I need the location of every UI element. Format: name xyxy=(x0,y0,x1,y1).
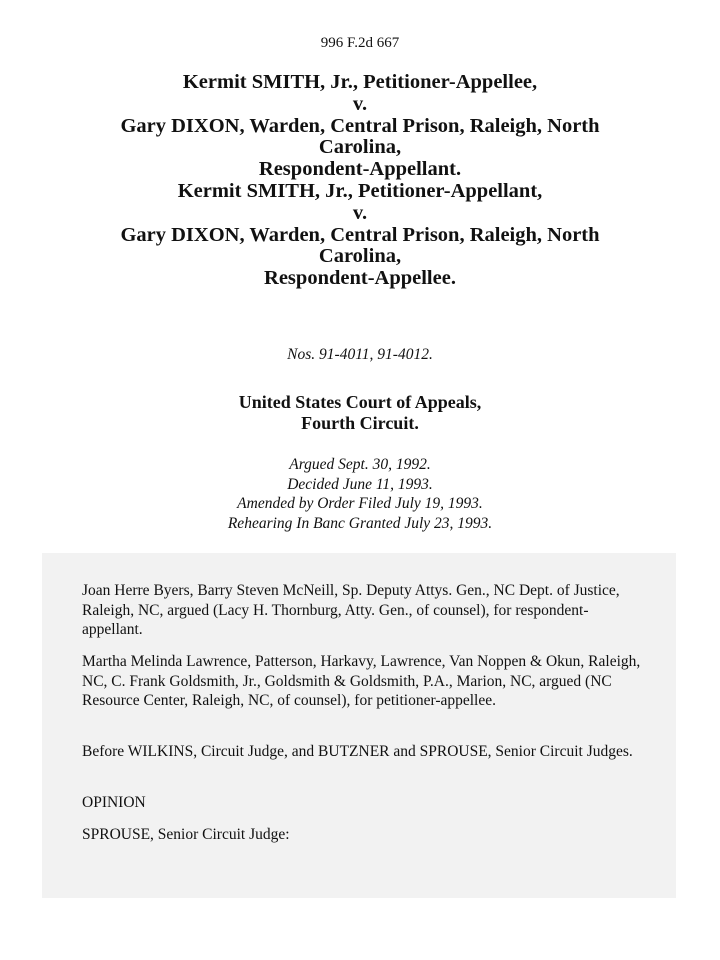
court-title: United States Court of Appeals, xyxy=(238,392,482,412)
caption-line: v. xyxy=(352,201,368,224)
caption-line: Gary DIXON, Warden, Central Prison, Raleigh, North xyxy=(120,223,600,246)
counsel-for-appellant: Joan Herre Byers, Barry Steven McNeill, Sp. Deputy Attys. Gen., NC Dept. of Justice, Raleigh, NC, argued (Lacy H. Thornburg, Atty. Gen., of counsel), for respondent-appellant. xyxy=(82,582,620,638)
judicial-panel: Before WILKINS, Circuit Judge, and BUTZNER and SPROUSE, Senior Circuit Judges. xyxy=(82,743,633,760)
argued-date: Argued Sept. 30, 1992. xyxy=(289,456,431,473)
opinion-heading: OPINION xyxy=(82,794,146,811)
case-dates xyxy=(0,455,720,533)
counsel-for-appellee: Martha Melinda Lawrence, Patterson, Harkavy, Lawrence, Van Noppen & Okun, Raleigh, NC, C. Frank Goldsmith, Jr., Goldsmith & Goldsmith, P.A., Marion, NC, argued (NC Resource Center, Raleigh, NC, of counsel), for petitioner-appellee. xyxy=(82,653,641,709)
caption-line: Carolina, xyxy=(318,245,402,268)
citation: 996 F.2d 667 xyxy=(320,35,400,51)
caption-line: Respondent-Appellee. xyxy=(264,267,456,290)
caption-line: Kermit SMITH, Jr., Petitioner-Appellee, xyxy=(182,71,538,93)
opinion-author: SPROUSE, Senior Circuit Judge: xyxy=(82,826,290,843)
court-circuit: Fourth Circuit. xyxy=(301,413,419,433)
caption-line: Carolina, xyxy=(318,136,402,159)
case-caption xyxy=(60,72,660,290)
rehearing-date: Rehearing In Banc Granted July 23, 1993. xyxy=(227,514,493,532)
caption-line: v. xyxy=(352,92,368,115)
decided-date: Decided June 11, 1993. xyxy=(287,475,433,493)
caption-line: Gary DIXON, Warden, Central Prison, Raleigh, North xyxy=(120,114,600,137)
docket-numbers: Nos. 91-4011, 91-4012. xyxy=(287,346,433,363)
caption-line: Kermit SMITH, Jr., Petitioner-Appellant, xyxy=(177,179,543,202)
court-name xyxy=(0,392,720,434)
amended-date: Amended by Order Filed July 19, 1993. xyxy=(237,495,483,512)
caption-line: Respondent-Appellant. xyxy=(258,158,462,181)
opinion-body-panel xyxy=(42,553,676,898)
